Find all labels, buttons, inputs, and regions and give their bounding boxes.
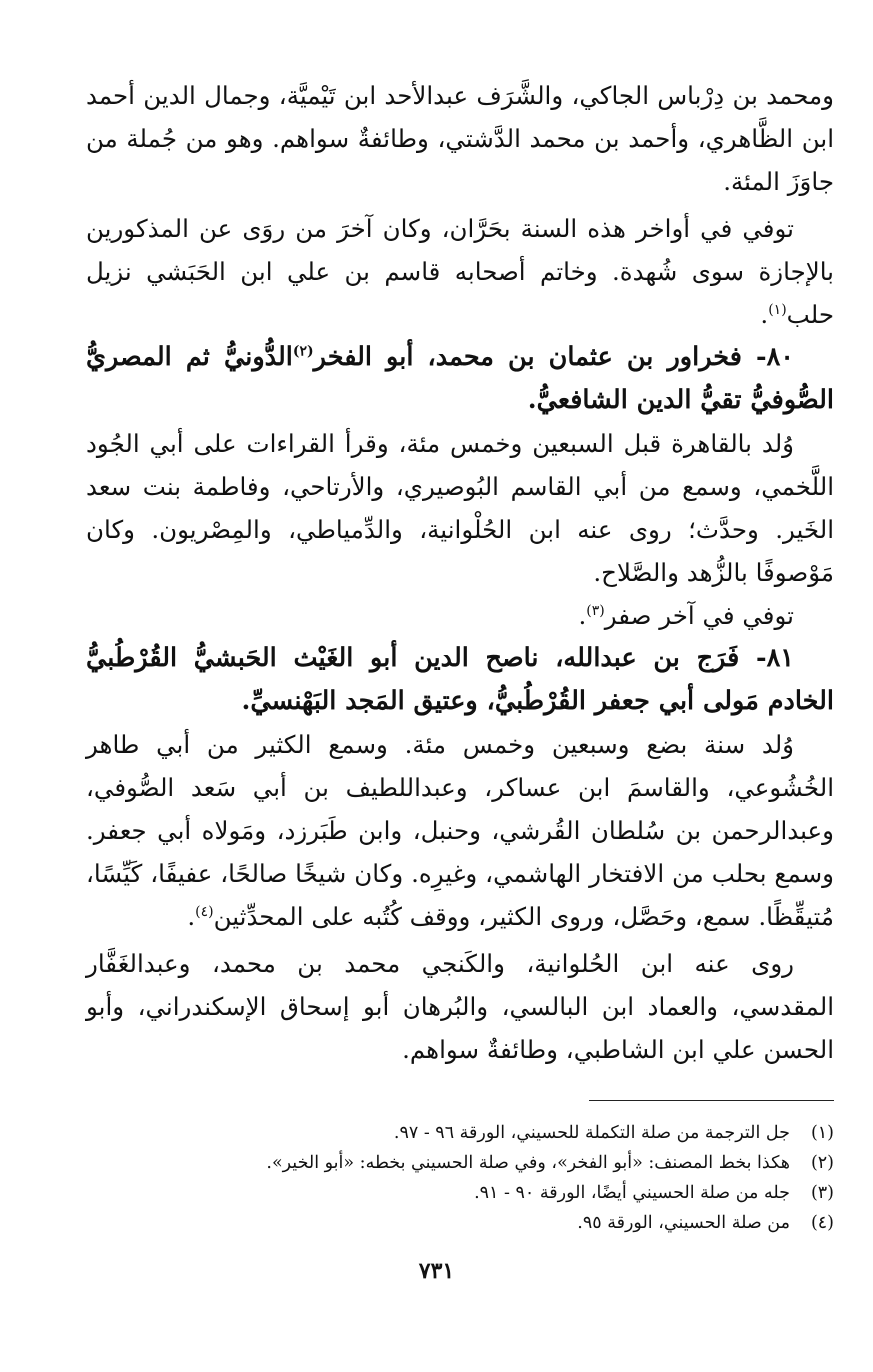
footnote-number: (٣)	[810, 1183, 834, 1203]
entry-heading-80: ٨٠- فخراور بن عثمان بن محمد، أبو الفخر$^{(٢)}$الدُّونيُّ ثم المصريُّ الصُّوفيُّ تقيُّ الدين الشافعيُّ.	[86, 342, 834, 415]
footnote-number: (٤)	[810, 1213, 834, 1233]
footnote-number: (٢)	[810, 1153, 834, 1173]
footnote-text: جله من صلة الحسيني أيضًا، الورقة ٩٠ - ٩١.	[474, 1183, 790, 1203]
footnote-text: هكذا بخط المصنف: «أبو الفخر»، وفي صلة الحسيني بخطه: «أبو الخير».	[266, 1153, 790, 1173]
paragraph-entry-80-death: توفي في آخر صفر$^{(٣)}$.	[578, 601, 794, 630]
paragraph-entry-81-narrators: روى عنه ابن الحُلوانية، والكَنجي محمد بن محمد، وعبدالغَفَّار المقدسي، والعماد ابن البالسي، والبُرهان أبو إسحاق الإسكندراني، وأبو الحسن علي ابن الشاطبي، وطائفةٌ سواهم.	[86, 949, 834, 1064]
footnote-item	[134, 1118, 834, 1148]
footnote-text: من صلة الحسيني، الورقة ٩٥.	[577, 1213, 790, 1233]
paragraph-death-note: توفي في أواخر هذه السنة بحَرَّان، وكان آخرَ من روَى عن المذكورين بالإجازة سوى شُهدة. وخاتم أصحابه قاسم بن علي ابن الحَبَشي نزيل حلب$^{(١)}$.	[86, 214, 834, 329]
footnote-item	[134, 1148, 834, 1178]
footnote-item	[134, 1178, 834, 1208]
paragraph-continuation: ومحمد بن دِرْباس الجاكي، والشَّرَف عبدالأحد ابن تَيْميَّة، وجمال الدين أحمد ابن الظَّاهري، وأحمد بن محمد الدَّشتي، وطائفةٌ سواهم. وهو من جُملة من جاوَزَ المئة.	[86, 81, 834, 196]
footnote-number: (١)	[810, 1123, 834, 1143]
footnote-ref-2[interactable]: (٢)	[292, 343, 314, 360]
footnote-ref-3[interactable]: (٣)	[586, 602, 605, 619]
footnotes	[134, 1118, 834, 1238]
paragraph-entry-80-bio: وُلد بالقاهرة قبل السبعين وخمس مئة، وقرأ القراءات على أبي الجُود اللَّخمي، وسمع من أبي القاسم البُوصيري، والأرتاحي، وفاطمة بنت سعد الخَير. وحدَّث؛ روى عنه ابن الحُلْوانية، والدِّمياطي، والمِصْريون. وكان مَوْصوفًا بالزُّهد والصَّلاح.	[86, 429, 834, 587]
paragraph-entry-81-bio: وُلد سنة بضع وسبعين وخمس مئة. وسمع الكثير من أبي طاهر الخُشُوعي، والقاسمَ ابن عساكر، وعبداللطيف بن أبي سَعد الصُّوفي، وعبدالرحمن بن سُلطان القُرشي، وحنبل، وابن طَبَرزد، ومَولاه أبي جعفر. وسمع بحلب من الافتخار الهاشمي، وغيرِه. وكان شيخًا صالحًا، عفيفًا، كَيِّسًا، مُتيقِّظًا. سمع، وحَصَّل، وروى الكثير، ووقف كُتُبه على المحدِّثين$^{(٤)}$.	[86, 730, 834, 931]
entry-heading-81: ٨١- فَرَج بن عبدالله، ناصح الدين أبو الغَيْث الحَبشيُّ القُرْطُبيُّ الخادم مَولى أبي جعفر القُرْطُبيُّ، وعتيق المَجد البَهْنسيِّ.	[86, 643, 834, 716]
footnote-ref-4[interactable]: (٤)	[195, 903, 214, 920]
footnote-divider	[589, 1100, 834, 1101]
page-body	[86, 74, 834, 1071]
footnote-text: جل الترجمة من صلة التكملة للحسيني، الورقة ٩٦ - ٩٧.	[393, 1123, 790, 1143]
footnote-item	[134, 1208, 834, 1238]
page-number: ٧٣١	[418, 1258, 455, 1284]
paragraph-text: توفي في أواخر هذه السنة بحَرَّان، وكان آخرَ من روَى عن المذكورين بالإجازة سوى شُهدة. وخاتم أصحابه قاسم بن علي ابن الحَبَشي نزيل حلب	[86, 214, 834, 329]
footnote-ref-1[interactable]: (١)	[768, 301, 787, 318]
